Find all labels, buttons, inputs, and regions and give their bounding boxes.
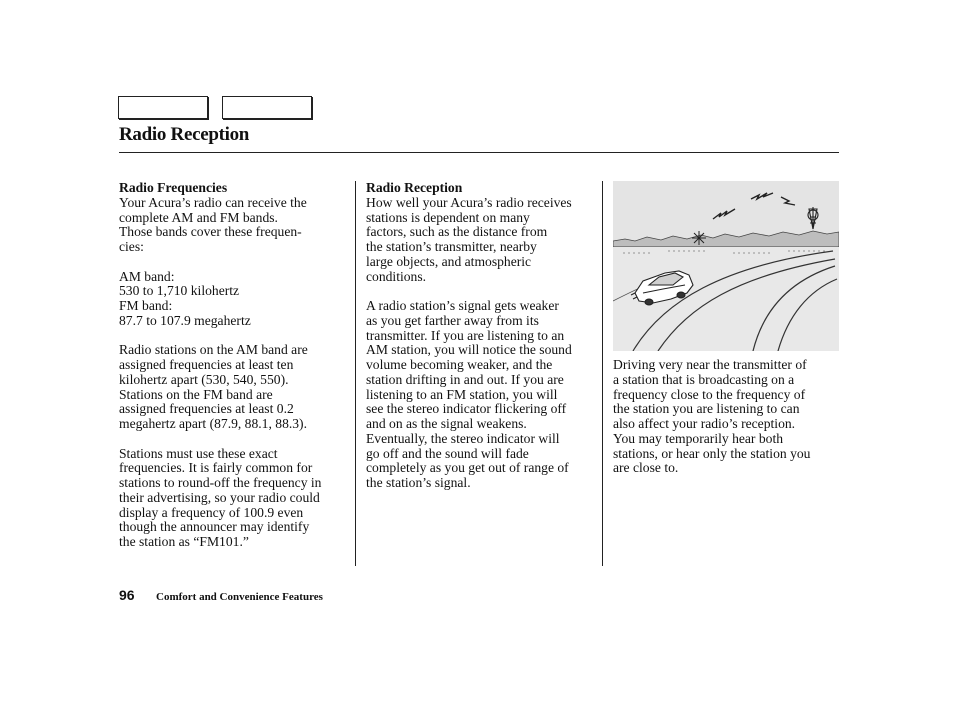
radio-frequencies-heading: Radio Frequencies (119, 180, 228, 195)
footer-section-label: Comfort and Convenience Features (156, 591, 323, 603)
left-paragraph-3: Radio stations on the AM band are assigned frequencies at least ten kilohertz apart (530, 540, 550). Stations on the FM band are assigned frequencies at least 0.2 megahertz apart (87.9, 88.1, 88.3). (119, 342, 308, 431)
left-paragraph-1: Your Acura’s radio can receive the complete AM and FM bands. Those bands cover these frequen- cies: (119, 194, 307, 254)
car-on-road-with-radio-tower-icon (613, 181, 839, 351)
radio-reception-heading: Radio Reception (366, 180, 463, 195)
column-divider-2 (602, 181, 603, 566)
page-number: 96 (119, 587, 135, 603)
left-paragraph-2: AM band: 530 to 1,710 kilohertz FM band: 87.7 to 107.9 megahertz (119, 268, 251, 328)
middle-paragraph-2: A radio station’s signal gets weaker as you get farther away from its transmitter. If you are listening to an AM station, you will notice the sound volume becoming weaker, and the station drifting in and out. If you are listening to an FM station, you will see the stereo indicator flickering off and on as the signal weakens. Eventually, the stereo indicator will go off and the sound will fade completely as you get out of range of the station’s signal. (366, 298, 572, 490)
left-paragraph-4: Stations must use these exact frequencies. It is fairly common for stations to round-off the frequency in their advertising, so your radio could display a frequency of 100.9 even though the announcer may identify the station as “FM101.” (119, 445, 322, 549)
header-tab-box-2 (222, 96, 312, 119)
right-paragraph-1: Driving very near the transmitter of a station that is broadcasting on a frequency close to the frequency of the station you are listening to can also affect your radio’s reception. You may temporarily hear both stations, or hear only the station you are close to. (613, 357, 811, 476)
section-title: Radio Reception (119, 124, 250, 145)
left-column (119, 181, 351, 565)
header-tab-box-1 (118, 96, 208, 119)
middle-column (366, 181, 598, 506)
right-column (613, 358, 839, 491)
title-divider (119, 152, 839, 153)
middle-paragraph-1: How well your Acura’s radio receives stations is dependent on many factors, such as the distance from the station’s transmitter, nearby large objects, and atmospheric conditions. (366, 194, 572, 284)
column-divider-1 (355, 181, 356, 566)
